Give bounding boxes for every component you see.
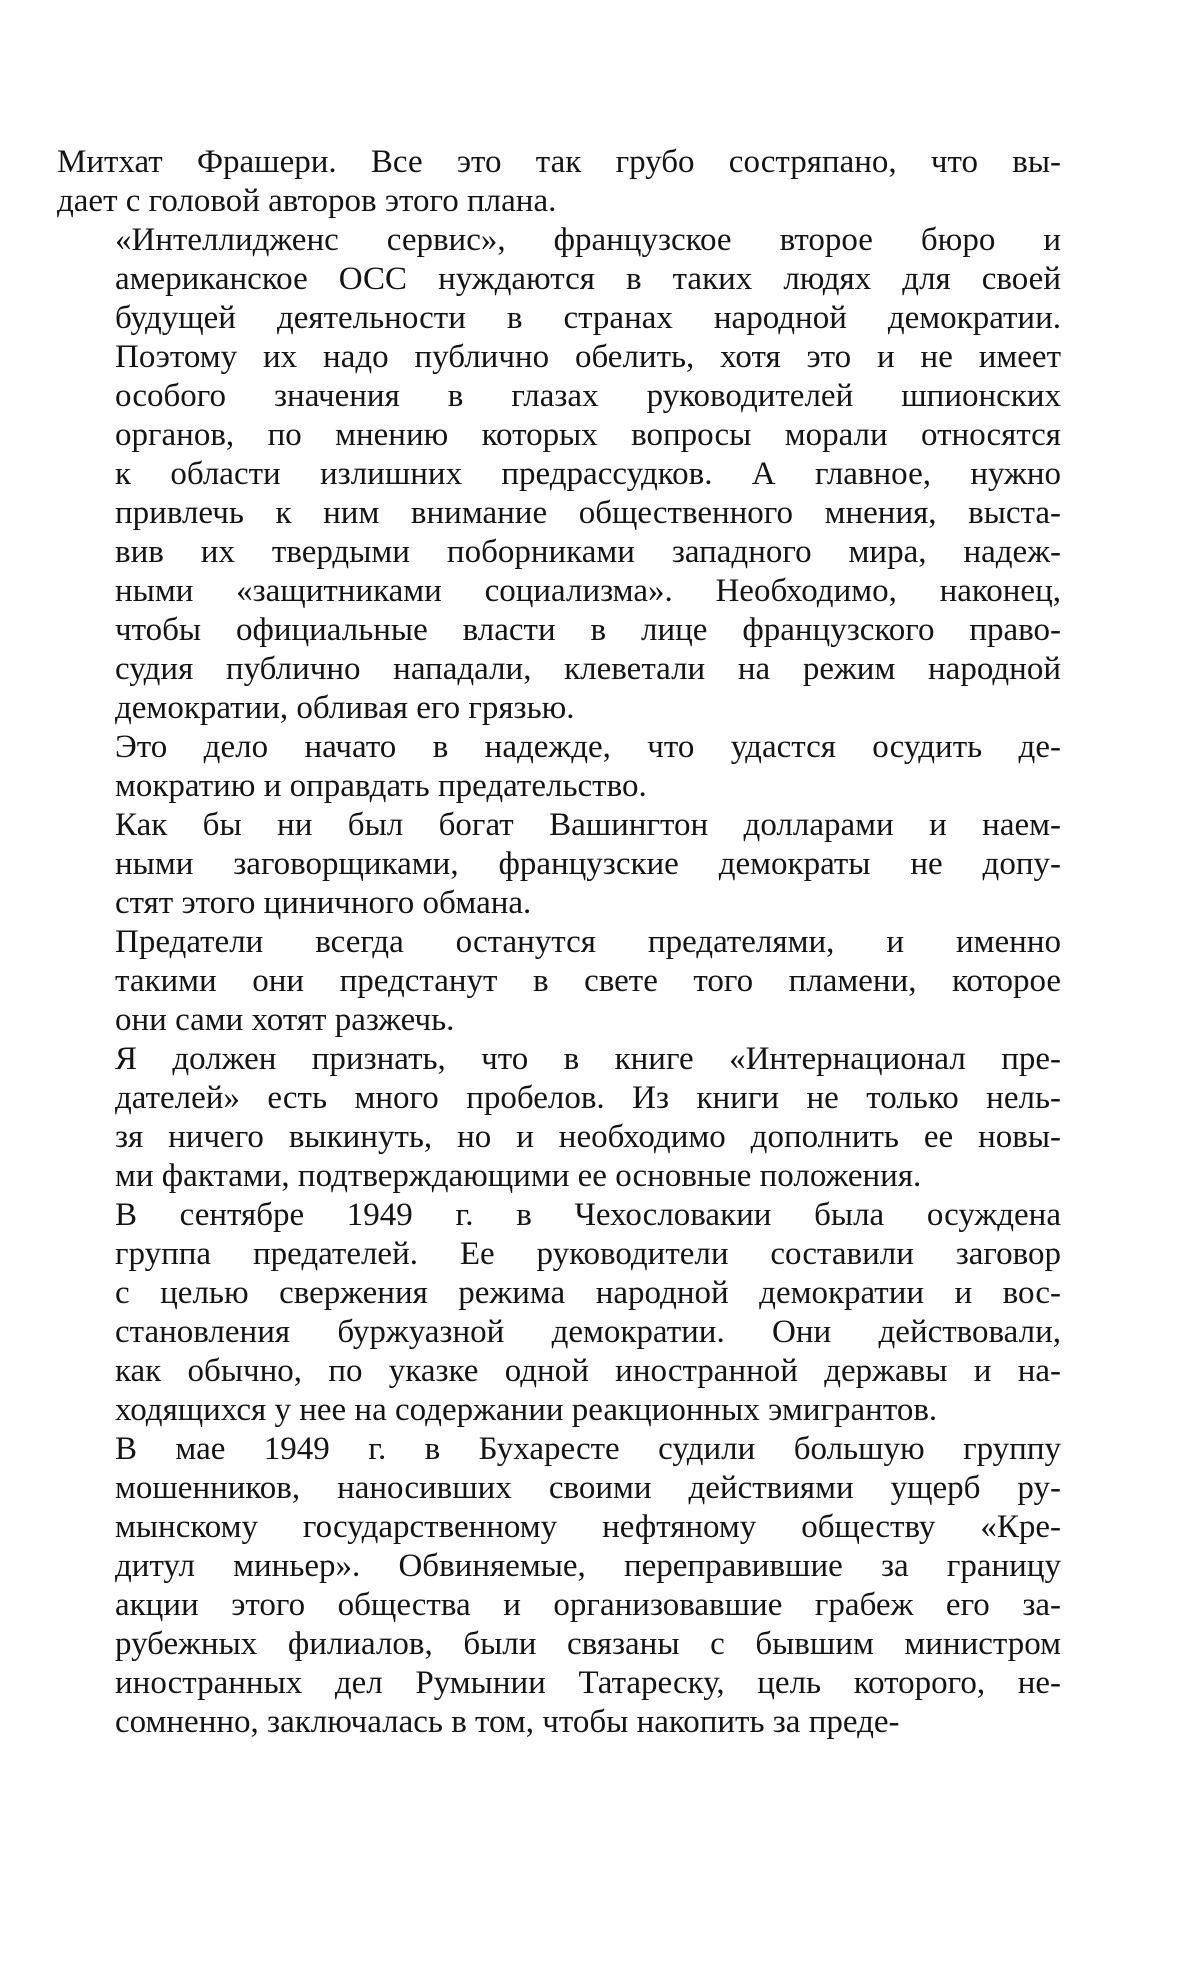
text-line: Поэтому их надо публично обелить, хотя это и не имеет [115, 339, 1061, 375]
text-line: дитул миньер». Обвиняемые, переправившие за границу [115, 1548, 1061, 1584]
text-line: как обычно, по указке одной иностранной державы и на- [115, 1353, 1061, 1389]
text-line: они сами хотят разжечь. [115, 1002, 455, 1038]
paragraph [57, 728, 1061, 806]
text-line: Как бы ни был богат Вашингтон долларами и наем- [115, 807, 1061, 843]
text-line: демократии, обливая его грязью. [115, 690, 575, 726]
text-line: становления буржуазной демократии. Они действовали, [115, 1314, 1061, 1350]
text-line: судия публично нападали, клеветали на режим народной [115, 651, 1061, 687]
text-line: американское ОСС нуждаются в таких людях для своей [115, 261, 1061, 297]
text-line: Митхат Фрашери. Все это так грубо состряпано, что вы- [57, 144, 1061, 180]
text-line: ными «защитниками социализма». Необходимо, наконец, [115, 573, 1061, 609]
text-line: привлечь к ним внимание общественного мнения, выста- [115, 495, 1061, 531]
text-line: В сентябре 1949 г. в Чехословакии была осуждена [115, 1197, 1061, 1233]
text-line: сомненно, заключалась в том, чтобы накопить за преде- [115, 1704, 900, 1740]
text-line: такими они предстанут в свете того пламени, которое [115, 963, 1061, 999]
text-line: мократию и оправдать предательство. [115, 768, 647, 804]
text-line: будущей деятельности в странах народной демократии. [115, 300, 1061, 336]
paragraph [57, 221, 1061, 728]
text-line: Это дело начато в надежде, что удастся осудить де- [115, 729, 1061, 765]
text-line: иностранных дел Румынии Татареску, цель которого, не- [115, 1665, 1061, 1701]
paragraph [57, 1430, 1061, 1742]
text-line: Я должен признать, что в книге «Интернационал пре- [115, 1041, 1061, 1077]
text-line: ходящихся у нее на содержании реакционных эмигрантов. [115, 1392, 938, 1428]
text-line: рубежных филиалов, были связаны с бывшим министром [115, 1626, 1061, 1662]
text-line: В мае 1949 г. в Бухаресте судили большую группу [115, 1431, 1061, 1467]
text-line: органов, по мнению которых вопросы морали относятся [115, 417, 1061, 453]
paragraph [57, 1040, 1061, 1196]
paragraph [57, 143, 1061, 221]
text-line: «Интеллидженс сервис», французское второе бюро и [115, 222, 1061, 258]
text-line: Предатели всегда останутся предателями, и именно [115, 924, 1061, 960]
text-line: к области излишних предрассудков. А главное, нужно [115, 456, 1061, 492]
paragraph [57, 806, 1061, 923]
book-page [57, 143, 1061, 1742]
text-line: мошенников, наносивших своими действиями ущерб ру- [115, 1470, 1061, 1506]
text-line: ными заговорщиками, французские демократы не допу- [115, 846, 1061, 882]
text-line: группа предателей. Ее руководители составили заговор [115, 1236, 1061, 1272]
paragraph [57, 1196, 1061, 1430]
text-line: чтобы официальные власти в лице французского право- [115, 612, 1061, 648]
paragraph [57, 923, 1061, 1040]
text-line: с целью свержения режима народной демократии и вос- [115, 1275, 1061, 1311]
text-line: акции этого общества и организовавшие грабеж его за- [115, 1587, 1061, 1623]
text-line: стят этого циничного обмана. [115, 885, 532, 921]
text-line: дателей» есть много пробелов. Из книги не только нель- [115, 1080, 1061, 1116]
text-line: мынскому государственному нефтяному обществу «Кре- [115, 1509, 1061, 1545]
text-line: ми фактами, подтверждающими ее основные положения. [115, 1158, 922, 1194]
text-line: особого значения в глазах руководителей шпионских [115, 378, 1061, 414]
text-line: вив их твердыми поборниками западного мира, надеж- [115, 534, 1061, 570]
text-line: дает с головой авторов этого плана. [57, 183, 557, 219]
text-line: зя ничего выкинуть, но и необходимо дополнить ее новы- [115, 1119, 1061, 1155]
